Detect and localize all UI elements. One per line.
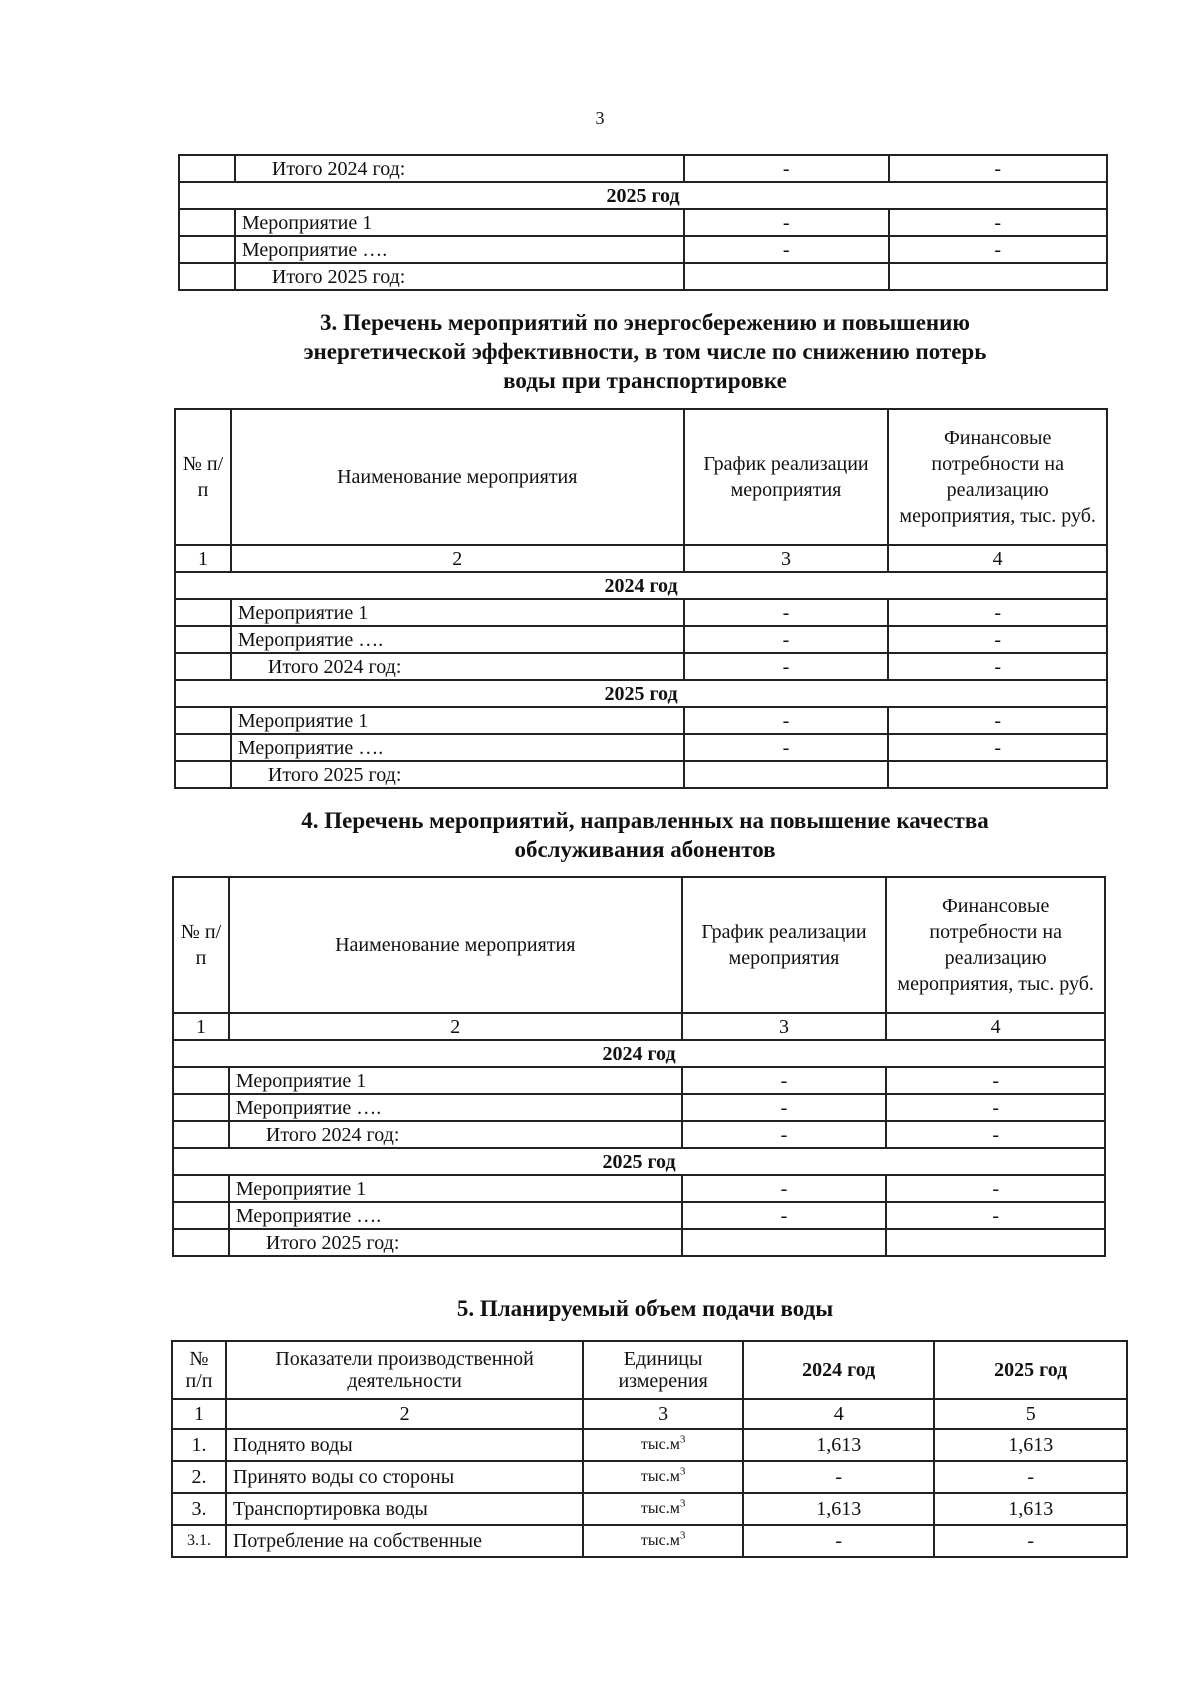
finance-cell: -	[888, 599, 1107, 626]
year-row	[175, 680, 1107, 707]
indicator-name: Принято воды со стороны	[226, 1461, 583, 1493]
table-row	[172, 1429, 1127, 1461]
measure-name: Мероприятие ….	[235, 236, 684, 263]
row-number	[179, 209, 235, 236]
header-indicator: Показатели производственной деятельности	[226, 1341, 583, 1399]
total-label: Итого 2024 год:	[235, 155, 684, 182]
column-number: 2	[226, 1399, 583, 1429]
row-number	[179, 263, 235, 290]
column-number: 2	[231, 545, 684, 572]
row-number	[175, 734, 231, 761]
column-number: 1	[173, 1013, 229, 1040]
column-number: 4	[888, 545, 1107, 572]
header-2025: 2025 год	[934, 1341, 1127, 1399]
finance-cell: -	[886, 1094, 1105, 1121]
schedule-cell: -	[684, 236, 889, 263]
finance-cell: -	[888, 734, 1107, 761]
table-row	[175, 653, 1107, 680]
value-2024: -	[743, 1525, 934, 1557]
finance-cell: -	[888, 707, 1107, 734]
header-row	[172, 1341, 1127, 1399]
finance-cell	[889, 263, 1108, 290]
schedule-cell: -	[684, 209, 889, 236]
header-name: Наименование мероприятия	[231, 409, 684, 545]
table-row	[179, 155, 1107, 182]
year-label: 2024 год	[175, 572, 1107, 599]
section-4-table	[172, 876, 1106, 1257]
header-finance: Финансовые потребности на реализацию мероприятия, тыс. руб.	[886, 877, 1105, 1013]
row-number	[175, 707, 231, 734]
finance-cell: -	[889, 155, 1108, 182]
section-4-title	[180, 806, 1110, 864]
schedule-cell: -	[684, 653, 889, 680]
row-number	[173, 1121, 229, 1148]
schedule-cell	[684, 761, 889, 788]
row-number	[175, 653, 231, 680]
total-label: Итого 2024 год:	[231, 653, 684, 680]
indicator-name: Транспортировка воды	[226, 1493, 583, 1525]
schedule-cell: -	[682, 1067, 887, 1094]
table-row	[179, 263, 1107, 290]
table-row	[175, 734, 1107, 761]
row-number: 3.1.	[172, 1525, 226, 1557]
section-3-title	[180, 308, 1110, 395]
table-row	[175, 707, 1107, 734]
column-number: 1	[172, 1399, 226, 1429]
section-3-title-line1: 3. Перечень мероприятий по энергосбережению и повышению	[320, 310, 970, 335]
table-row	[173, 1121, 1105, 1148]
measure-name: Мероприятие 1	[235, 209, 684, 236]
value-2024: -	[743, 1461, 934, 1493]
unit-cell: $тыс.м^3$	[583, 1461, 743, 1493]
table-row	[173, 1094, 1105, 1121]
table-row	[173, 1202, 1105, 1229]
finance-cell: -	[889, 209, 1108, 236]
schedule-cell: -	[682, 1202, 887, 1229]
section-3-title-line2: энергетической эффективности, в том числе по снижению потерь	[303, 339, 987, 364]
column-number-row	[175, 545, 1107, 572]
header-2024: 2024 год	[743, 1341, 934, 1399]
value-2024: 1,613	[743, 1429, 934, 1461]
measure-name: Мероприятие ….	[231, 734, 684, 761]
row-number	[173, 1229, 229, 1256]
row-number: 2.	[172, 1461, 226, 1493]
finance-cell: -	[886, 1067, 1105, 1094]
row-number: 3.	[172, 1493, 226, 1525]
column-number: 2	[229, 1013, 682, 1040]
row-number	[175, 761, 231, 788]
measure-name: Мероприятие 1	[231, 707, 684, 734]
value-2025: 1,613	[934, 1493, 1127, 1525]
schedule-cell	[684, 263, 889, 290]
row-number	[175, 599, 231, 626]
header-row	[173, 877, 1105, 1013]
finance-cell: -	[888, 626, 1107, 653]
page-number: 3	[595, 108, 605, 128]
row-number	[173, 1175, 229, 1202]
year-label: 2025 год	[175, 680, 1107, 707]
finance-cell	[888, 761, 1107, 788]
schedule-cell: -	[684, 155, 889, 182]
schedule-cell: -	[684, 599, 889, 626]
year-label: 2024 год	[173, 1040, 1105, 1067]
schedule-cell: -	[682, 1175, 887, 1202]
finance-cell: -	[889, 236, 1108, 263]
header-name: Наименование мероприятия	[229, 877, 682, 1013]
year-label: 2025 год	[179, 182, 1107, 209]
column-number: 1	[175, 545, 231, 572]
indicator-name: Поднято воды	[226, 1429, 583, 1461]
row-number	[173, 1067, 229, 1094]
column-number: 3	[583, 1399, 743, 1429]
finance-cell	[886, 1229, 1105, 1256]
unit-cell: $тыс.м^3$	[583, 1525, 743, 1557]
year-row	[173, 1148, 1105, 1175]
row-number	[173, 1202, 229, 1229]
schedule-cell: -	[682, 1121, 887, 1148]
column-number: 3	[682, 1013, 887, 1040]
header-schedule: График реализации мероприятия	[684, 409, 889, 545]
table-row	[173, 1175, 1105, 1202]
schedule-cell: -	[684, 626, 889, 653]
schedule-cell: -	[684, 734, 889, 761]
table-row	[173, 1067, 1105, 1094]
header-num: № п/п	[172, 1341, 226, 1399]
row-number	[179, 236, 235, 263]
continuation-table	[178, 154, 1108, 291]
row-number	[173, 1094, 229, 1121]
measure-name: Мероприятие 1	[231, 599, 684, 626]
header-unit: Единицы измерения	[583, 1341, 743, 1399]
row-number: 1.	[172, 1429, 226, 1461]
schedule-cell: -	[684, 707, 889, 734]
table-row	[172, 1525, 1127, 1557]
section-5-title: 5. Планируемый объем подачи воды	[456, 1296, 834, 1321]
unit-cell: $тыс.м^3$	[583, 1493, 743, 1525]
total-label: Итого 2024 год:	[229, 1121, 682, 1148]
total-label: Итого 2025 год:	[231, 761, 684, 788]
indicator-name: Потребление на собственные	[226, 1525, 583, 1557]
row-number	[175, 626, 231, 653]
year-row	[179, 182, 1107, 209]
measure-name: Мероприятие 1	[229, 1067, 682, 1094]
column-number-row	[172, 1399, 1127, 1429]
section-4-title-line1: 4. Перечень мероприятий, направленных на повышение качества	[301, 808, 989, 833]
total-label: Итого 2025 год:	[235, 263, 684, 290]
table-row	[172, 1493, 1127, 1525]
total-label: Итого 2025 год:	[229, 1229, 682, 1256]
header-row	[175, 409, 1107, 545]
column-number: 4	[886, 1013, 1105, 1040]
header-num: № п/п	[173, 877, 229, 1013]
finance-cell: -	[888, 653, 1107, 680]
table-row	[179, 236, 1107, 263]
schedule-cell: -	[682, 1094, 887, 1121]
finance-cell: -	[886, 1121, 1105, 1148]
column-number: 3	[684, 545, 889, 572]
column-number: 5	[934, 1399, 1127, 1429]
value-2025: -	[934, 1525, 1127, 1557]
value-2025: -	[934, 1461, 1127, 1493]
section-4-title-line2: обслуживания абонентов	[514, 837, 776, 862]
schedule-cell	[682, 1229, 887, 1256]
header-num: № п/п	[175, 409, 231, 545]
table-row	[175, 761, 1107, 788]
measure-name: Мероприятие 1	[229, 1175, 682, 1202]
measure-name: Мероприятие ….	[229, 1094, 682, 1121]
table-row	[172, 1461, 1127, 1493]
row-number	[179, 155, 235, 182]
table-row	[179, 209, 1107, 236]
table-row	[175, 626, 1107, 653]
year-label: 2025 год	[173, 1148, 1105, 1175]
section-3-table	[174, 408, 1108, 789]
water-supply-table	[171, 1340, 1128, 1558]
table-row	[175, 599, 1107, 626]
unit-cell: $тыс.м^3$	[583, 1429, 743, 1461]
value-2025: 1,613	[934, 1429, 1127, 1461]
table-row	[173, 1229, 1105, 1256]
header-schedule: График реализации мероприятия	[682, 877, 887, 1013]
measure-name: Мероприятие ….	[229, 1202, 682, 1229]
section-3-title-line3: воды при транспортировке	[503, 368, 787, 393]
column-number: 4	[743, 1399, 934, 1429]
finance-cell: -	[886, 1202, 1105, 1229]
header-finance: Финансовые потребности на реализацию мероприятия, тыс. руб.	[888, 409, 1107, 545]
year-row	[173, 1040, 1105, 1067]
finance-cell: -	[886, 1175, 1105, 1202]
measure-name: Мероприятие ….	[231, 626, 684, 653]
year-row	[175, 572, 1107, 599]
column-number-row	[173, 1013, 1105, 1040]
value-2024: 1,613	[743, 1493, 934, 1525]
